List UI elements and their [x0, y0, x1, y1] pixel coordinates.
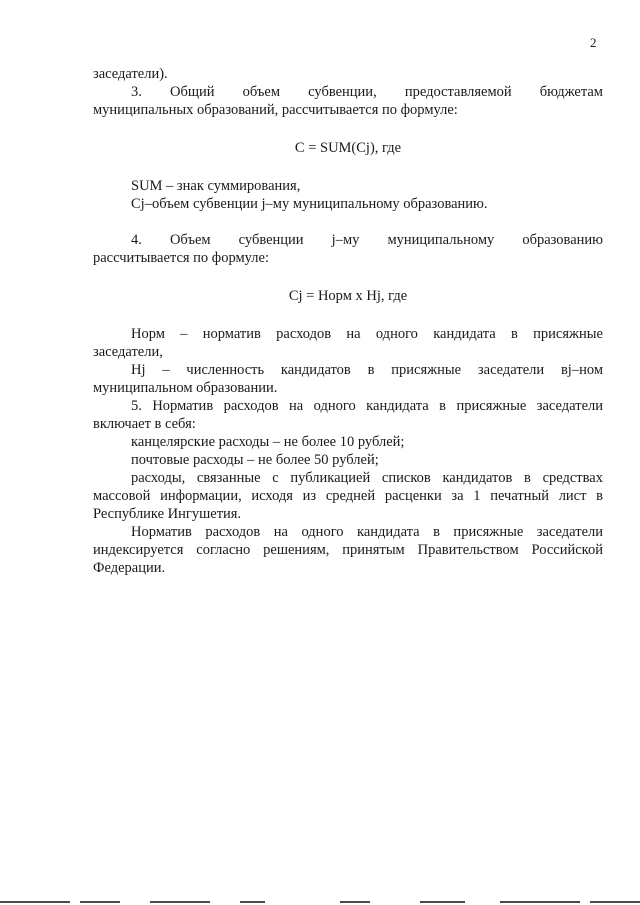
- text-line: заседатели,: [93, 344, 163, 360]
- text-line: Федерации.: [93, 560, 166, 576]
- text-line: 4. Объем субвенции j–му муниципальному образованию: [131, 232, 603, 248]
- text-line: муниципальных образований, рассчитывается по формуле:: [93, 102, 458, 118]
- formula: C = SUM(Cj), где: [294, 140, 402, 156]
- text-line: Республике Ингушетия.: [93, 506, 242, 522]
- scan-edge-artifact: [0, 899, 640, 905]
- text-line: рассчитывается по формуле:: [93, 250, 269, 266]
- text-line: массовой информации, исходя из средней расценки за 1 печатный лист в: [93, 488, 603, 504]
- text-line: заседатели).: [93, 66, 168, 82]
- text-line: расходы, связанные с публикацией списков кандидатов в средствах: [131, 470, 603, 486]
- formula: Cj = Норм x Hj, где: [288, 288, 408, 304]
- text-line: муниципальном образовании.: [93, 380, 278, 396]
- text-line: включает в себя:: [93, 416, 196, 432]
- text-line: Норматив расходов на одного кандидата в присяжные заседатели: [131, 524, 603, 540]
- text-line: Норм – норматив расходов на одного кандидата в присяжные: [131, 326, 603, 342]
- text-line: Hj – численность кандидатов в присяжные заседатели вj–ном: [131, 362, 603, 378]
- text-line: 3. Общий объем субвенции, предоставляемой бюджетам: [131, 84, 603, 100]
- page-number: 2: [590, 35, 597, 50]
- text-line: почтовые расходы – не более 50 рублей;: [131, 452, 379, 468]
- text-line: SUM – знак суммирования,: [131, 178, 301, 194]
- text-line: Cj–объем субвенции j–му муниципальному образованию.: [131, 196, 488, 212]
- text-line: 5. Норматив расходов на одного кандидата в присяжные заседатели: [131, 398, 603, 414]
- text-line: индексируется согласно решениям, принятым Правительством Российской: [93, 542, 603, 558]
- text-line: канцелярские расходы – не более 10 рублей;: [131, 434, 405, 450]
- document-body: [93, 65, 603, 577]
